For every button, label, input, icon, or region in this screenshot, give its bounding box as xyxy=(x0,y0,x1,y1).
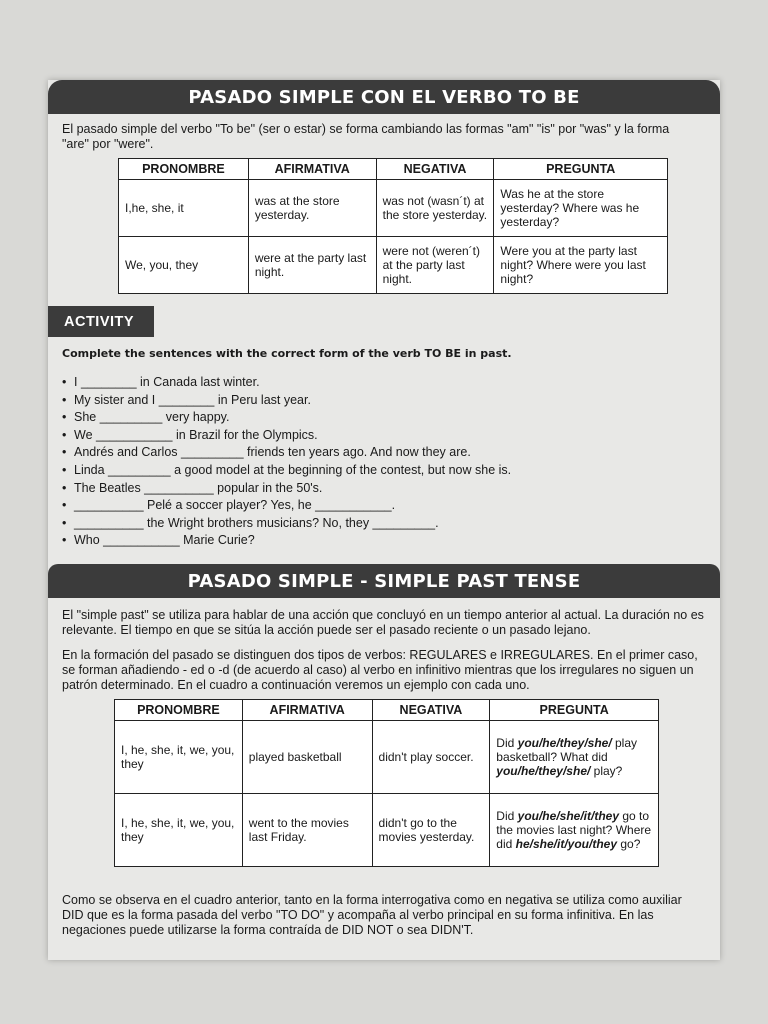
cell-negativa: didn't play soccer. xyxy=(372,720,490,793)
bullet-icon: • xyxy=(62,515,67,530)
cell-pregunta xyxy=(490,793,659,866)
question-pronouns: he/she/it/you/they xyxy=(515,836,618,851)
cell-pregunta: Were you at the party last night? Where were you last night? xyxy=(494,237,668,294)
section-title-to-be: PASADO SIMPLE CON EL VERBO TO BE xyxy=(48,80,720,114)
cell-pronombre: I, he, she, it, we, you, they xyxy=(115,793,243,866)
bullet-icon: • xyxy=(62,480,67,495)
table-row xyxy=(115,793,659,866)
sentence-text: She _________ very happy. xyxy=(74,410,230,425)
sentence-text: My sister and I ________ in Peru last year. xyxy=(74,392,311,407)
bullet-icon: • xyxy=(62,375,67,389)
list-item xyxy=(62,462,720,480)
cell-afirmativa: was at the store yesterday. xyxy=(248,180,376,237)
bullet-icon: • xyxy=(62,498,67,513)
bullet-icon: • xyxy=(62,427,67,442)
question-text: go to the movies last night? Where did xyxy=(496,808,652,851)
bullet-icon: • xyxy=(62,533,67,548)
simple-past-paragraph-2: En la formación del pasado se distinguen dos tipos de verbos: REGULARES e IRREGULARES. En el primer caso, se forman añadiendo - ed o -d (de acuerdo al caso) al verbo en infinitivo mientras que los irregulares no siguen un patrón determinado. En el cuadro a continuación veremos un ejemplo con cada uno. xyxy=(62,647,698,692)
sentence-text: __________ the Wright brothers musicians? No, they _________. xyxy=(74,515,439,530)
simple-past-table xyxy=(114,699,659,867)
activity-instruction: Complete the sentences with the correct form of the verb TO BE in past. xyxy=(62,347,512,360)
activity-list xyxy=(48,374,720,550)
header-afirmativa: AFIRMATIVA xyxy=(242,699,372,720)
table-row xyxy=(115,720,659,793)
bullet-icon: • xyxy=(62,445,67,460)
table-header-row xyxy=(115,699,659,720)
header-negativa: NEGATIVA xyxy=(372,699,490,720)
question-pronouns: you/he/she/it/they xyxy=(517,808,619,823)
cell-negativa: didn't go to the movies yesterday. xyxy=(372,793,490,866)
question-text: Did xyxy=(496,735,518,750)
question-text: Did xyxy=(496,808,518,823)
to-be-table xyxy=(118,158,668,294)
sentence-text: I ________ in Canada last winter. xyxy=(74,375,260,389)
table-header-row xyxy=(119,159,668,180)
list-item xyxy=(62,409,720,427)
list-item xyxy=(62,515,720,533)
cell-negativa: were not (weren´t) at the party last night. xyxy=(376,237,494,294)
list-item xyxy=(62,444,720,462)
cell-pronombre: I,he, she, it xyxy=(119,180,249,237)
cell-afirmativa: went to the movies last Friday. xyxy=(242,793,372,866)
list-item xyxy=(62,374,720,392)
sentence-text: __________ Pelé a soccer player? Yes, he ___________. xyxy=(74,498,396,513)
bullet-icon: • xyxy=(62,392,67,407)
header-pregunta: PREGUNTA xyxy=(490,699,659,720)
question-text: go? xyxy=(617,836,641,851)
list-item xyxy=(62,532,720,550)
bullet-icon: • xyxy=(62,410,67,425)
cell-pronombre: We, you, they xyxy=(119,237,249,294)
question-pronouns: you/he/they/she/ xyxy=(517,735,612,750)
textbook-page xyxy=(48,80,720,960)
intro-line-2: "are" por "were". xyxy=(62,137,154,151)
closing-paragraph: Como se observa en el cuadro anterior, tanto en la forma interrogativa como en negativa se utiliza como auxiliar DID que es la forma pasada del verbo "TO DO" y acompaña al verbo principal en su forma infinitiva. En las negaciones puede utilizarse la forma contraída de DID NOT o sea DIDN'T. xyxy=(62,892,682,937)
header-pronombre: PRONOMBRE xyxy=(119,159,249,180)
sentence-text: Linda _________ a good model at the beginning of the contest, but now she is. xyxy=(74,462,512,477)
header-pregunta: PREGUNTA xyxy=(494,159,668,180)
simple-past-paragraph-1: El "simple past" se utiliza para hablar de una acción que concluyó en un tiempo anterior al actual. La duración no es relevante. El tiempo en que se sitúa la acción puede ser el pasado reciente o un pasado lejano. xyxy=(62,607,704,637)
sentence-text: We ___________ in Brazil for the Olympics. xyxy=(74,427,318,442)
intro-line-1: El pasado simple del verbo "To be" (ser o estar) se forma cambiando las formas "am" "is" por "was" y la forma xyxy=(62,122,670,136)
header-afirmativa: AFIRMATIVA xyxy=(248,159,376,180)
question-text: play? xyxy=(590,763,623,778)
table-row xyxy=(119,237,668,294)
cell-pregunta: Was he at the store yesterday? Where was he yesterday? xyxy=(494,180,668,237)
cell-pregunta xyxy=(490,720,659,793)
activity-label: ACTIVITY xyxy=(48,306,154,337)
cell-negativa: was not (wasn´t) at the store yesterday. xyxy=(376,180,494,237)
section-title-simple-past: PASADO SIMPLE - SIMPLE PAST TENSE xyxy=(48,564,720,598)
bullet-icon: • xyxy=(62,462,67,477)
question-text: play basketball? What did xyxy=(496,735,638,764)
header-negativa: NEGATIVA xyxy=(376,159,494,180)
cell-pronombre: I, he, she, it, we, you, they xyxy=(115,720,243,793)
sentence-text: The Beatles __________ popular in the 50's. xyxy=(74,480,323,495)
question-pronouns: you/he/they/she/ xyxy=(496,763,591,778)
cell-afirmativa: were at the party last night. xyxy=(248,237,376,294)
table-row xyxy=(119,180,668,237)
list-item xyxy=(62,427,720,445)
list-item xyxy=(62,392,720,410)
sentence-text: Who ___________ Marie Curie? xyxy=(74,533,255,548)
list-item xyxy=(62,480,720,498)
list-item xyxy=(62,497,720,515)
cell-afirmativa: played basketball xyxy=(242,720,372,793)
header-pronombre: PRONOMBRE xyxy=(115,699,243,720)
intro-paragraph xyxy=(48,114,720,158)
sentence-text: Andrés and Carlos _________ friends ten years ago. And now they are. xyxy=(74,445,471,460)
